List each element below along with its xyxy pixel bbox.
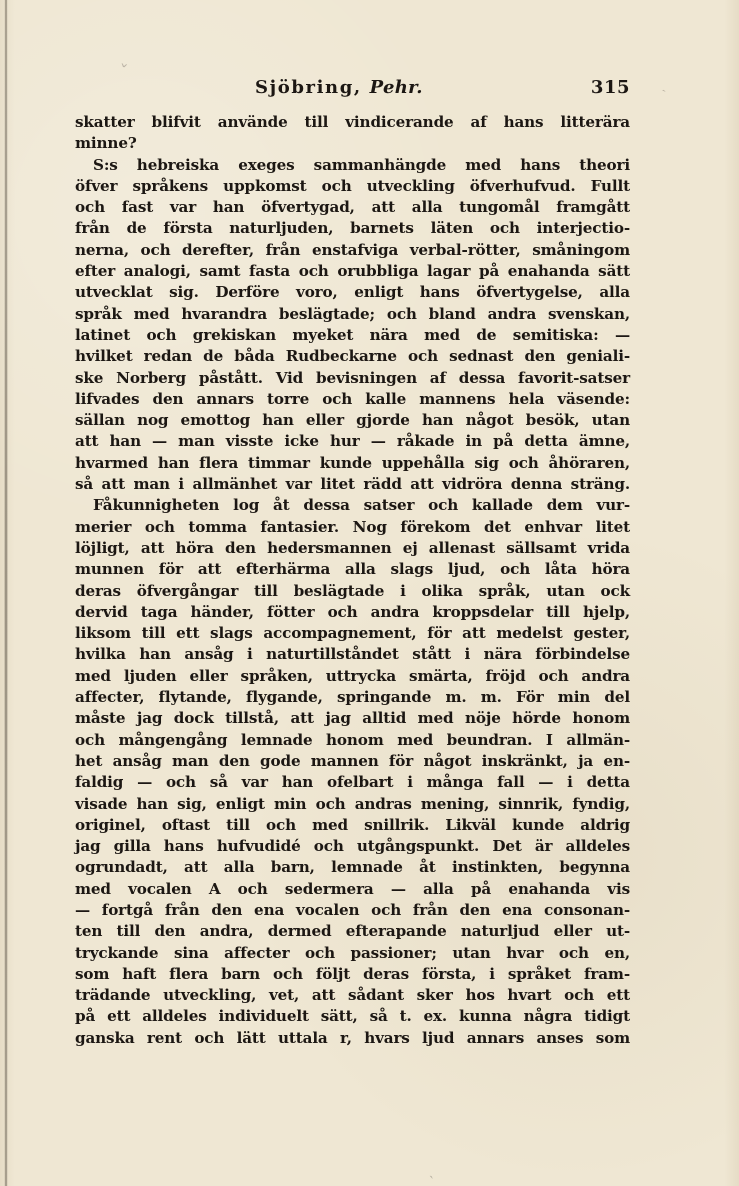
text-line: merier och tomma fantasier. Nog förekom det enhvar litet — [75, 517, 630, 536]
text-line: Fåkunnigheten log åt dessa satser och kallade dem vur- — [93, 496, 630, 515]
text-line: latinet och grekiskan myeket nära med de semitiska: — — [75, 325, 630, 344]
text-line: på ett alldeles individuelt sätt, så t. ex. kunna några tidigt — [75, 1007, 630, 1026]
text-line: måste jag dock tillstå, att jag alltid med nöje hörde honom — [75, 709, 630, 728]
text-line: och fast var han öfvertygad, att alla tungomål framgått — [75, 198, 630, 217]
text-line: ten till den andra, dermed efterapande naturljud eller ut- — [75, 922, 630, 941]
text-line: att han — man visste icke hur — råkade in på detta ämne, — [75, 432, 630, 451]
text-line: originel, oftast till och med snillrik. Likväl kunde aldrig — [75, 815, 630, 834]
running-head — [255, 77, 423, 98]
text-line: minne? — [75, 134, 137, 153]
text-line: trädande utveckling, vet, att sådant sker hos hvart och ett — [75, 986, 630, 1005]
text-line: sällan nog emottog han eller gjorde han något besök, utan — [75, 411, 630, 430]
text-line: ske Norberg påstått. Vid bevisningen af dessa favorit-satser — [75, 368, 630, 387]
text-line: löjligt, att höra den hedersmannen ej allenast sällsamt vrida — [75, 538, 630, 557]
text-line: ogrundadt, att alla barn, lemnade åt instinkten, begynna — [75, 858, 630, 877]
text-line: språk med hvarandra beslägtade; och bland andra svenskan, — [75, 304, 630, 323]
text-line: deras öfvergångar till beslägtade i olika språk, utan ock — [75, 581, 630, 600]
text-line: munnen för att efterhärma alla slags ljud, och låta höra — [75, 560, 630, 579]
text-line: med vocalen A och sedermera — alla på enahanda vis — [75, 879, 630, 898]
page-number: 315 — [590, 77, 630, 98]
text-line: efter analogi, samt fasta och orubbliga lagar på enahanda sätt — [75, 262, 630, 281]
running-head-name: Sjöbring, — [255, 77, 362, 98]
text-line: ganska rent och lätt uttala r, hvars ljud annars anses som — [75, 1028, 630, 1047]
text-line: lifvades den annars torre och kalle mannens hela väsende: — [75, 389, 630, 408]
text-line: som haft flera barn och följt deras första, i språket fram- — [75, 964, 630, 983]
paper-mark: ˏ — [428, 1159, 438, 1180]
text-line: hvilka han ansåg i naturtillståndet stått i nära förbindelse — [75, 645, 630, 664]
text-line: hvilket redan de båda Rudbeckarne och sednast den geniali- — [75, 347, 630, 366]
text-line: tryckande sina affecter och passioner; utan hvar och en, — [75, 943, 630, 962]
text-line: faldig — och så var han ofelbart i många fall — i detta — [75, 773, 630, 792]
text-line: S:s hebreiska exeges sammanhängde med hans theori — [93, 155, 630, 174]
text-line: affecter, flytande, flygande, springande m. m. För min del — [75, 688, 630, 707]
text-line: öfver språkens uppkomst och utveckling öfverhufvud. Fullt — [75, 176, 630, 195]
left-rule — [5, 0, 7, 1186]
text-line: och mångengång lemnade honom med beundran. I allmän- — [75, 730, 630, 749]
text-line: dervid taga händer, fötter och andra kroppsdelar till hjelp, — [75, 602, 630, 621]
running-head-author: Pehr. — [369, 77, 423, 98]
text-line: nerna, och derefter, från enstafviga verbal-rötter, småningom — [75, 240, 630, 259]
text-line: så att man i allmänhet var litet rädd att vidröra denna sträng. — [75, 475, 630, 494]
text-line: liksom till ett slags accompagnement, för att medelst gester, — [75, 624, 630, 643]
text-line: jag gilla hans hufvudidé och utgångspunkt. Det är alldeles — [75, 837, 630, 856]
text-line: skatter blifvit använde till vindicerande af hans litterära — [75, 113, 630, 131]
text-line: med ljuden eller språken, uttrycka smärta, fröjd och andra — [75, 666, 630, 685]
text-line: hvarmed han flera timmar kunde uppehålla sig och åhöraren, — [75, 453, 630, 472]
text-line: — fortgå från den ena vocalen och från den ena consonan- — [75, 900, 630, 919]
paper-mark: ˇ — [116, 61, 130, 84]
text-line: utvecklat sig. Derföre voro, enligt hans öfvertygelse, alla — [75, 283, 630, 302]
text-line: visade han sig, enligt min och andras mening, sinnrik, fyndig, — [75, 794, 630, 813]
running-header — [75, 77, 630, 101]
paper-mark: ˎ — [658, 76, 667, 94]
text-line: het ansåg man den gode mannen för något inskränkt, ja en- — [75, 751, 630, 770]
text-line: från de första naturljuden, barnets läten och interjectio- — [75, 219, 630, 238]
body-text — [75, 112, 630, 1049]
